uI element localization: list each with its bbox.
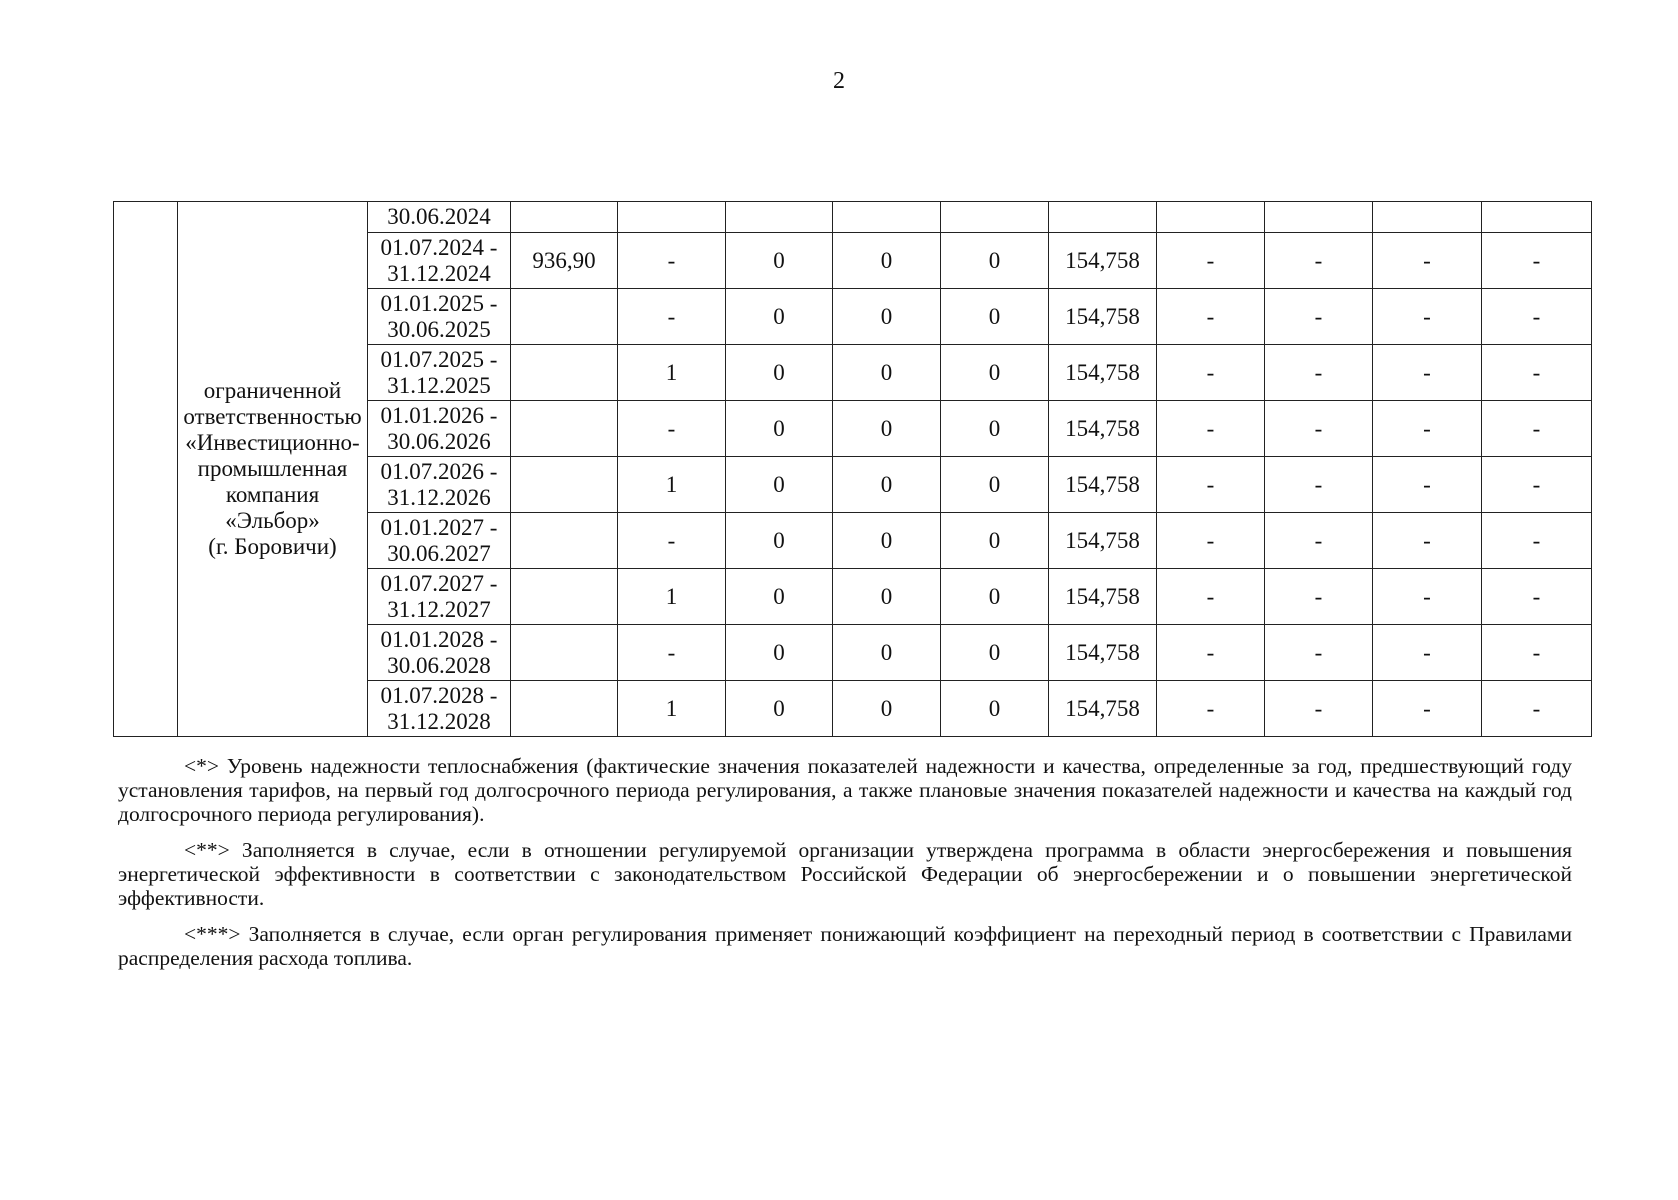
value-cell: 154,758 xyxy=(1049,401,1157,457)
value-cell xyxy=(1482,202,1592,233)
value-cell: 0 xyxy=(941,625,1049,681)
value-cell: - xyxy=(1373,681,1482,737)
value-cell: 154,758 xyxy=(1049,681,1157,737)
value-cell: 0 xyxy=(833,401,941,457)
footnote-1: <*> Уровень надежности теплоснабжения (фактические значения показателей надежности и качества, определенные за год, предшествующий году установления тарифов, на первый год долгосрочного периода регулирования, а также плановые значения показателей надежности и качества на каждый год долгосрочного периода регулирования). xyxy=(118,754,1572,826)
footnotes xyxy=(118,754,1572,982)
value-cell: - xyxy=(618,289,726,345)
organization-cell xyxy=(178,202,368,737)
value-cell: - xyxy=(1157,513,1265,569)
value-cell: 0 xyxy=(941,401,1049,457)
value-cell: 0 xyxy=(726,345,833,401)
value-cell: 0 xyxy=(941,569,1049,625)
period-cell: 01.01.2028 - 30.06.2028 xyxy=(368,625,511,681)
value-cell: - xyxy=(1265,233,1373,289)
value-cell: - xyxy=(1373,233,1482,289)
value-cell: - xyxy=(618,513,726,569)
value-cell: - xyxy=(618,625,726,681)
value-cell: - xyxy=(1157,457,1265,513)
value-cell: 0 xyxy=(833,233,941,289)
value-cell: - xyxy=(1157,289,1265,345)
value-cell xyxy=(511,345,618,401)
value-cell xyxy=(1049,202,1157,233)
value-cell: 0 xyxy=(941,457,1049,513)
value-cell xyxy=(511,625,618,681)
value-cell: - xyxy=(1265,569,1373,625)
value-cell: - xyxy=(1373,569,1482,625)
value-cell: - xyxy=(1157,233,1265,289)
value-cell: 0 xyxy=(833,457,941,513)
value-cell: 154,758 xyxy=(1049,625,1157,681)
page-number: 2 xyxy=(833,68,845,94)
value-cell: 0 xyxy=(941,345,1049,401)
value-cell: 1 xyxy=(618,457,726,513)
value-cell xyxy=(941,202,1049,233)
value-cell: 154,758 xyxy=(1049,233,1157,289)
value-cell: 0 xyxy=(726,289,833,345)
value-cell: - xyxy=(1373,625,1482,681)
value-cell: - xyxy=(1373,401,1482,457)
footnote-2: <**> Заполняется в случае, если в отношении регулируемой организации утверждена программа в области энергосбережения и повышения энергетической эффективности в соответствии с законодательством Российской Федерации об энергосбережении и о повышении энергетической эффективности. xyxy=(118,838,1572,910)
period-cell: 01.01.2026 - 30.06.2026 xyxy=(368,401,511,457)
value-cell: - xyxy=(1265,681,1373,737)
org-line: «Эльбор» xyxy=(225,508,320,533)
table-row xyxy=(114,202,1592,233)
value-cell: - xyxy=(1482,681,1592,737)
value-cell: - xyxy=(1265,345,1373,401)
value-cell: 0 xyxy=(833,625,941,681)
value-cell xyxy=(726,202,833,233)
value-cell: - xyxy=(1373,457,1482,513)
value-cell: - xyxy=(1373,345,1482,401)
value-cell xyxy=(511,202,618,233)
org-line: ограниченной xyxy=(203,378,342,403)
period-cell: 30.06.2024 xyxy=(368,202,511,233)
value-cell: - xyxy=(1482,233,1592,289)
value-cell xyxy=(511,513,618,569)
period-cell: 01.07.2028 - 31.12.2028 xyxy=(368,681,511,737)
value-cell: 1 xyxy=(618,569,726,625)
value-cell: - xyxy=(1157,681,1265,737)
value-cell xyxy=(511,289,618,345)
value-cell: - xyxy=(1265,401,1373,457)
value-cell: - xyxy=(1157,345,1265,401)
value-cell: - xyxy=(1265,289,1373,345)
value-cell: - xyxy=(1157,401,1265,457)
value-cell: - xyxy=(1482,513,1592,569)
value-cell: - xyxy=(1482,345,1592,401)
value-cell: 154,758 xyxy=(1049,345,1157,401)
value-cell xyxy=(833,202,941,233)
org-line: промышленная xyxy=(197,456,348,481)
value-cell: 0 xyxy=(726,625,833,681)
value-cell: 0 xyxy=(726,457,833,513)
value-cell: 0 xyxy=(833,345,941,401)
value-cell: 0 xyxy=(833,681,941,737)
value-cell: 154,758 xyxy=(1049,569,1157,625)
value-cell: 0 xyxy=(726,569,833,625)
value-cell: 0 xyxy=(941,681,1049,737)
value-cell xyxy=(1373,202,1482,233)
value-cell: 0 xyxy=(833,569,941,625)
period-cell: 01.07.2027 - 31.12.2027 xyxy=(368,569,511,625)
value-cell: - xyxy=(1482,569,1592,625)
value-cell: 1 xyxy=(618,345,726,401)
value-cell xyxy=(511,401,618,457)
base-value-cell: 936,90 xyxy=(511,233,618,289)
value-cell: - xyxy=(1482,457,1592,513)
value-cell: - xyxy=(1157,625,1265,681)
value-cell: - xyxy=(1373,513,1482,569)
value-cell xyxy=(511,569,618,625)
period-cell: 01.07.2026 - 31.12.2026 xyxy=(368,457,511,513)
value-cell: - xyxy=(618,233,726,289)
value-cell: 1 xyxy=(618,681,726,737)
value-cell: 0 xyxy=(726,233,833,289)
tariff-table xyxy=(113,201,1592,737)
period-cell: 01.07.2025 - 31.12.2025 xyxy=(368,345,511,401)
value-cell: 154,758 xyxy=(1049,513,1157,569)
org-line: ответственностью xyxy=(183,404,362,429)
row-number-cell xyxy=(114,202,178,737)
value-cell: - xyxy=(1482,289,1592,345)
value-cell: - xyxy=(1265,513,1373,569)
value-cell: 154,758 xyxy=(1049,289,1157,345)
value-cell xyxy=(618,202,726,233)
value-cell: - xyxy=(1373,289,1482,345)
value-cell: - xyxy=(1265,625,1373,681)
value-cell: 0 xyxy=(833,513,941,569)
value-cell xyxy=(511,457,618,513)
value-cell: - xyxy=(1482,625,1592,681)
period-cell: 01.01.2025 - 30.06.2025 xyxy=(368,289,511,345)
value-cell: - xyxy=(1157,569,1265,625)
value-cell: 0 xyxy=(941,289,1049,345)
org-line: компания xyxy=(225,482,320,507)
value-cell xyxy=(511,681,618,737)
value-cell: 0 xyxy=(833,289,941,345)
org-line: (г. Боровичи) xyxy=(208,534,337,559)
value-cell: 0 xyxy=(726,513,833,569)
footnote-3: <***> Заполняется в случае, если орган регулирования применяет понижающий коэффициент на переходный период в соответствии с Правилами распределения расхода топлива. xyxy=(118,922,1572,970)
period-cell: 01.01.2027 - 30.06.2027 xyxy=(368,513,511,569)
value-cell: - xyxy=(1265,457,1373,513)
period-cell: 01.07.2024 - 31.12.2024 xyxy=(368,233,511,289)
value-cell: - xyxy=(618,401,726,457)
value-cell xyxy=(1157,202,1265,233)
value-cell: 0 xyxy=(726,401,833,457)
value-cell: 154,758 xyxy=(1049,457,1157,513)
value-cell: 0 xyxy=(726,681,833,737)
value-cell: 0 xyxy=(941,233,1049,289)
org-line: «Инвестиционно- xyxy=(185,430,360,455)
value-cell: 0 xyxy=(941,513,1049,569)
value-cell: - xyxy=(1482,401,1592,457)
value-cell xyxy=(1265,202,1373,233)
